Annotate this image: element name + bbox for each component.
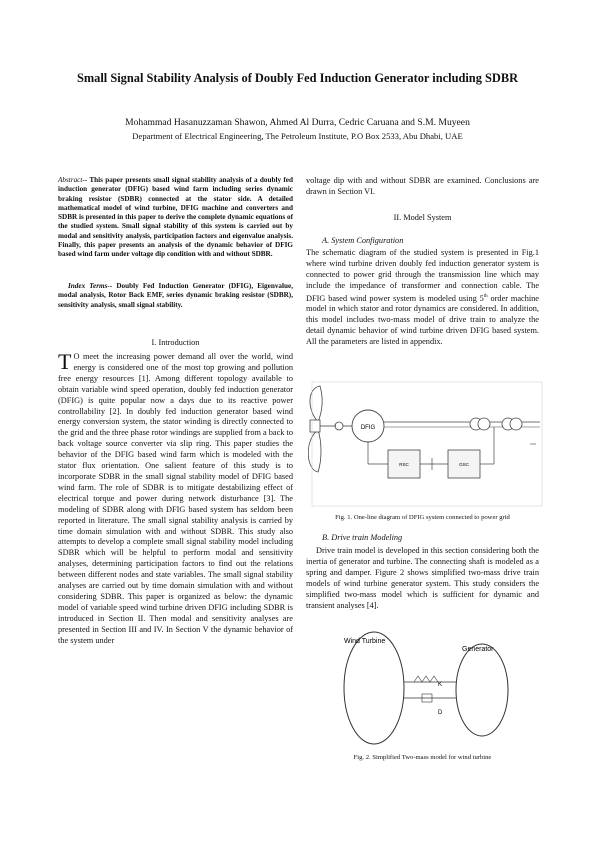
abstract-text: -- This paper presents small signal stability analysis of a doubly fed induction generator (DFIG) based wind farm including series dynamic braking resistor (SDBR) connected at the stator side. A detailed mathematical model of wind turbine, DFIG machine and converters and SDBR is presented in this paper to derive the complete dynamic equations of the studied system. Small signal stability of this system is carried out by modal and sensitivity analysis, participation factors and eigenvalue analysis. Finally, this paper presents an analysis of the dynamic behavior of DFIG based wind farm under voltage dip condition with and without SDBR. bbox=[58, 176, 293, 259]
section-heading-introduction: I. Introduction bbox=[151, 338, 200, 347]
generator-label: Generator bbox=[462, 646, 494, 653]
dropcap-letter: T bbox=[58, 349, 72, 374]
index-terms bbox=[58, 282, 293, 310]
subsection-heading-drive-train: B. Drive train Modeling bbox=[322, 533, 403, 542]
transformer-1-secondary bbox=[478, 418, 490, 430]
spring-element bbox=[414, 676, 438, 682]
transformer-2-secondary bbox=[510, 418, 522, 430]
system-configuration-text bbox=[306, 248, 539, 348]
paper-title: Small Signal Stability Analysis of Doubly Fed Induction Generator including SDBR bbox=[76, 71, 519, 85]
spring-label: K bbox=[438, 682, 443, 688]
introduction-text: O meet the increasing power demand all over the world, wind energy is considered one of the most top growing and pollution free energy resources [1]. Among different topology available to obtain variable wind speed operation, doubly fed induction generator (DFIG) is quite popular now a days due to its reactive power controllability [2]. In doubly fed induction generator based wind energy conversion system, the stator winding is directly connected to the grid and the three phase rotor windings are supplied from a back to back voltage source converter via slip ring. This paper studies the behavior of the DFIG based wind farm which is modeled with the stator flux orientation. One salient feature of this study is to incorporate SDBR in the small signal stability model of DFIG based wind farm. The role of SDBR is to mitigate destabilizing effect of electrical torque and power during network disturbance [3]. The modeling of SDBR along with DFIG based system has seldom been reported in literature. The small signal stability analysis is carried by time domain simulation with and without SDBR. This study also attempts to develop a complete small signal stability model including SDBR which will be helpful to perform modal and sensitivity analyses, determining participation factors to find out the relations between different nodes and state variables. The small signal stability analyses are carried out by time domain simulation with and without considering SDBR. This paper is organized as below: the dynamic model of variable speed wind turbine driven DFIG including SDBR is introduced in Section II. Then modal and sensitivity analyses are presented in Section III and IV. In Section V the dynamic behavior of the system under bbox=[58, 352, 293, 645]
turbine-hub bbox=[310, 420, 320, 432]
figure-1-caption: Fig. 1. One-line diagram of DFIG system connected to power grid bbox=[335, 514, 510, 521]
damper-label: D bbox=[438, 710, 443, 716]
subsection-heading-system-configuration: A. System Configuration bbox=[322, 236, 404, 245]
system-configuration-text-2: order machine model in which stator and rotor dynamics are considered. In addition, this model includes two-mass model of drive train to analyze the detail dynamic behavior of wind turbine driven DFIG based system. All the parameters are listed in appendix. bbox=[306, 293, 539, 347]
introduction-body bbox=[58, 349, 293, 646]
index-terms-label: Index Terms bbox=[68, 282, 108, 290]
figure-1-frame bbox=[312, 382, 542, 506]
paper-authors: Mohammad Hasanuzzaman Shawon, Ahmed Al Durra, Cedric Caruana and S.M. Muyeen bbox=[125, 117, 470, 128]
gsc-label: GSC bbox=[459, 462, 469, 467]
turbine-blade-bottom bbox=[308, 430, 321, 472]
rsc-label: RSC bbox=[399, 462, 409, 467]
continuation-text: voltage dip with and without SDBR are examined. Conclusions are drawn in Section VI. bbox=[306, 176, 539, 196]
abstract-label: Abstract bbox=[58, 176, 83, 184]
figure-2-two-mass-model bbox=[334, 628, 524, 748]
turbine-inertia bbox=[344, 632, 404, 744]
turbine-label: Wind Turbine bbox=[344, 638, 386, 645]
paper-affiliation: Department of Electrical Engineering, The Petroleum Institute, P.O Box 2533, Abu Dhabi, UAE bbox=[132, 131, 463, 141]
superscript-th: th bbox=[483, 293, 488, 299]
index-terms-text: -- Doubly Fed Induction Generator (DFIG), Eigenvalue, modal analysis, Rotor Back EMF, series dynamic braking resistor (SDBR), sensitivity analysis, small signal stability. bbox=[58, 282, 294, 309]
figure-1-dfig-diagram bbox=[308, 380, 543, 510]
abstract bbox=[58, 176, 293, 260]
system-configuration-text-1: The schematic diagram of the studied system is presented in Fig.1 where wind turbine driven doubly fed induction generator system is connected to power grid through the transmission line which may include the impedance of transformer and connection cable. The DFIG based wind power system is modeled using 5 bbox=[306, 248, 539, 303]
gearbox bbox=[335, 422, 343, 430]
dfig-label: DFIG bbox=[360, 425, 376, 431]
section-heading-model-system: II. Model System bbox=[393, 213, 452, 222]
drive-train-text: Drive train model is developed in this section considering both the inertia of generator and turbine. The connecting shaft is modeled as a spring and damper. Figure 2 shows simplified two-mass drive train models of wind turbine generator system. This study considers the simplified two-mass model which is sufficient for dynamic and transient analyses [4]. bbox=[306, 546, 539, 610]
figure-2-caption: Fig. 2. Simplified Two-mass model for wind turbine bbox=[353, 754, 492, 761]
generator-inertia bbox=[456, 644, 508, 736]
